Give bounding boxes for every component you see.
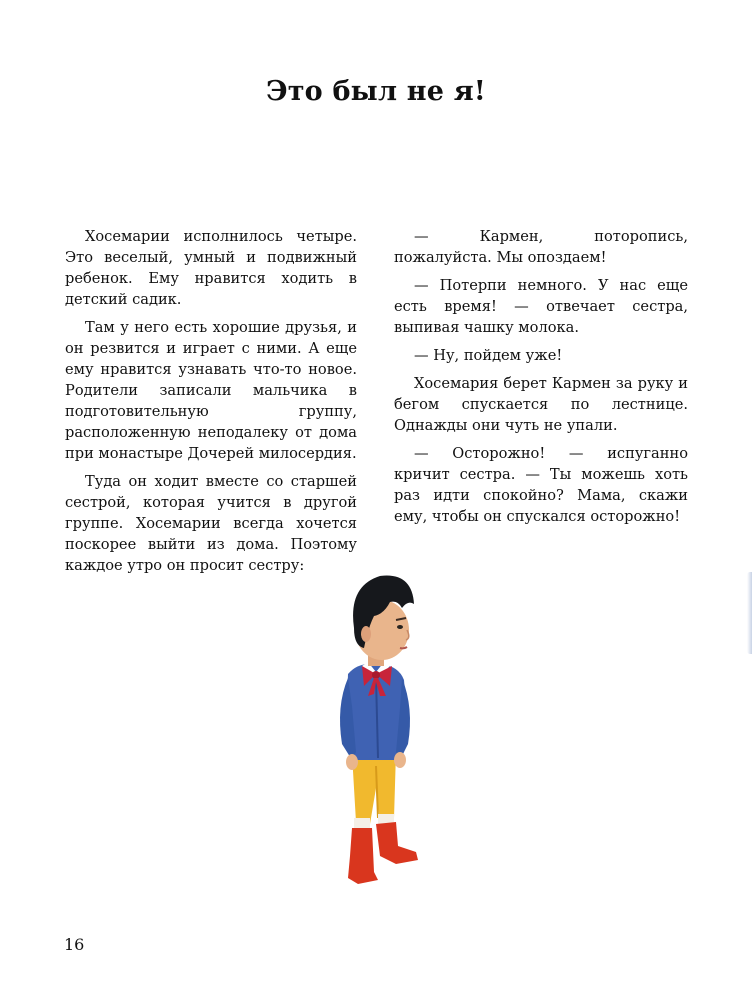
left-text-column [65,226,357,583]
page-edge-mark [747,572,752,654]
paragraph: — Кармен, поторопись, пожалуйста. Мы опоздаем! [394,228,688,266]
right-boot [376,822,418,864]
paragraph: — Потерпи немного. У нас еще есть время! — отвечает сестра, выпивая чашку молока. [394,277,688,336]
page-title: Это был не я! [266,76,486,107]
paragraph: — Осторожно! — испуганно кричит сестра. — Ты можешь хоть раз идти спокойно? Мама, скажи ему, чтобы он спускался осторожно! [394,445,688,525]
paragraph: — Ну, пойдем уже! [414,347,563,364]
paragraph: Там у него есть хорошие друзья, и он резвится и играет с ними. А еще ему нравится узнавать что-то новое. Родители записали мальчика в подготовительную группу, расположенную неподалеку от дома при монастыре Дочерей милосердия. [65,319,357,462]
paragraph: Хосемарии исполнилось четыре. Это веселый, умный и подвижный ребенок. Ему нравится ходить в детский садик. [65,228,357,308]
page-number: 16 [64,935,85,954]
shorts [352,752,396,824]
left-boot [348,828,378,884]
right-text-column [394,226,688,534]
boy-illustration [318,556,428,886]
paragraph: Туда он ходит вместе со старшей сестрой, которая учится в другой группе. Хосемарии всегда хочется поскорее выйти из дома. Поэтому каждое утро он просит сестру: [65,473,357,574]
paragraph: Хосемария берет Кармен за руку и бегом спускается по лестнице. Однажды они чуть не упали. [394,375,688,434]
